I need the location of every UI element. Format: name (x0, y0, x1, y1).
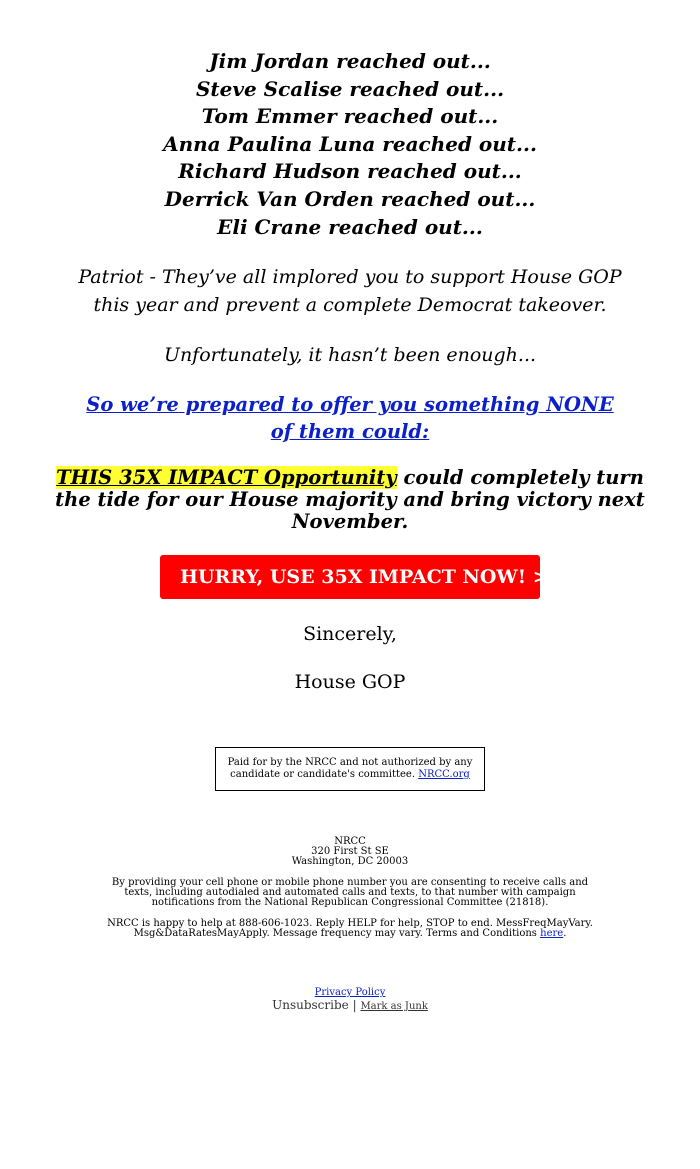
offer-link[interactable]: So we’re prepared to offer you something NONE of them could: (86, 393, 614, 444)
nrcc-link[interactable]: NRCC.org (418, 769, 470, 781)
name-line: Jim Jordan reached out... (209, 49, 491, 73)
sincerely-text: Sincerely, (303, 623, 397, 646)
paid-for-text: Paid for by the NRCC and not authorized by any candidate or candidate's committee. (227, 757, 473, 781)
name-line: Tom Emmer reached out... (201, 104, 499, 129)
mark-as-junk-link[interactable]: Mark as Junk (360, 1001, 428, 1013)
address-block (50, 837, 650, 867)
consent-text: By providing your cell phone or mobile phone number you are consenting to receive calls and texts, including autodialed and automated calls and texts, to that number with campaign notifications from the National Republican Congressional Committee (21818). (111, 877, 589, 909)
footer-separator: | (348, 998, 361, 1013)
paid-for-box (215, 747, 485, 791)
cta-button[interactable]: HURRY, USE 35X IMPACT NOW! >> (160, 555, 540, 599)
name-line: Derrick Van Orden reached out... (164, 186, 536, 211)
signature-text: House GOP (294, 671, 406, 694)
terms-here-link[interactable]: here (540, 928, 564, 940)
tide-paragraph (50, 467, 650, 533)
name-line: Anna Paulina Luna reached out... (163, 131, 537, 156)
footer (50, 987, 650, 1013)
help-end: . (563, 928, 567, 940)
privacy-policy-link[interactable]: Privacy Policy (314, 987, 386, 999)
patriot-paragraph: Patriot - They’ve all implored you to support House GOP this year and prevent a complete Democrat takeover. (78, 266, 622, 317)
name-line: Steve Scalise reached out... (195, 76, 505, 101)
unsubscribe-link[interactable]: Unsubscribe (272, 998, 349, 1013)
tide-text: could completely turn the tide for our House majority and bring victory next November. (55, 466, 645, 534)
address-org: NRCC (334, 836, 366, 848)
unfortunately-paragraph: Unfortunately, it hasn’t been enough... (163, 344, 537, 367)
names-list (50, 48, 650, 241)
help-text: NRCC is happy to help at 888-606-1023. Reply HELP for help, STOP to end. MessFreqMayVary. Msg&DataRatesMayApply. Message frequency may vary. Terms and Conditions (107, 918, 593, 940)
email-body (50, 48, 650, 1013)
address-street: 320 First St SE (311, 846, 389, 858)
address-city: Washington, DC 20003 (291, 856, 409, 868)
impact-highlight-link[interactable]: THIS 35X IMPACT Opportunity (56, 466, 397, 490)
name-line: Richard Hudson reached out... (178, 159, 522, 184)
help-text-block (100, 919, 600, 939)
name-line: Eli Crane reached out... (217, 214, 483, 239)
